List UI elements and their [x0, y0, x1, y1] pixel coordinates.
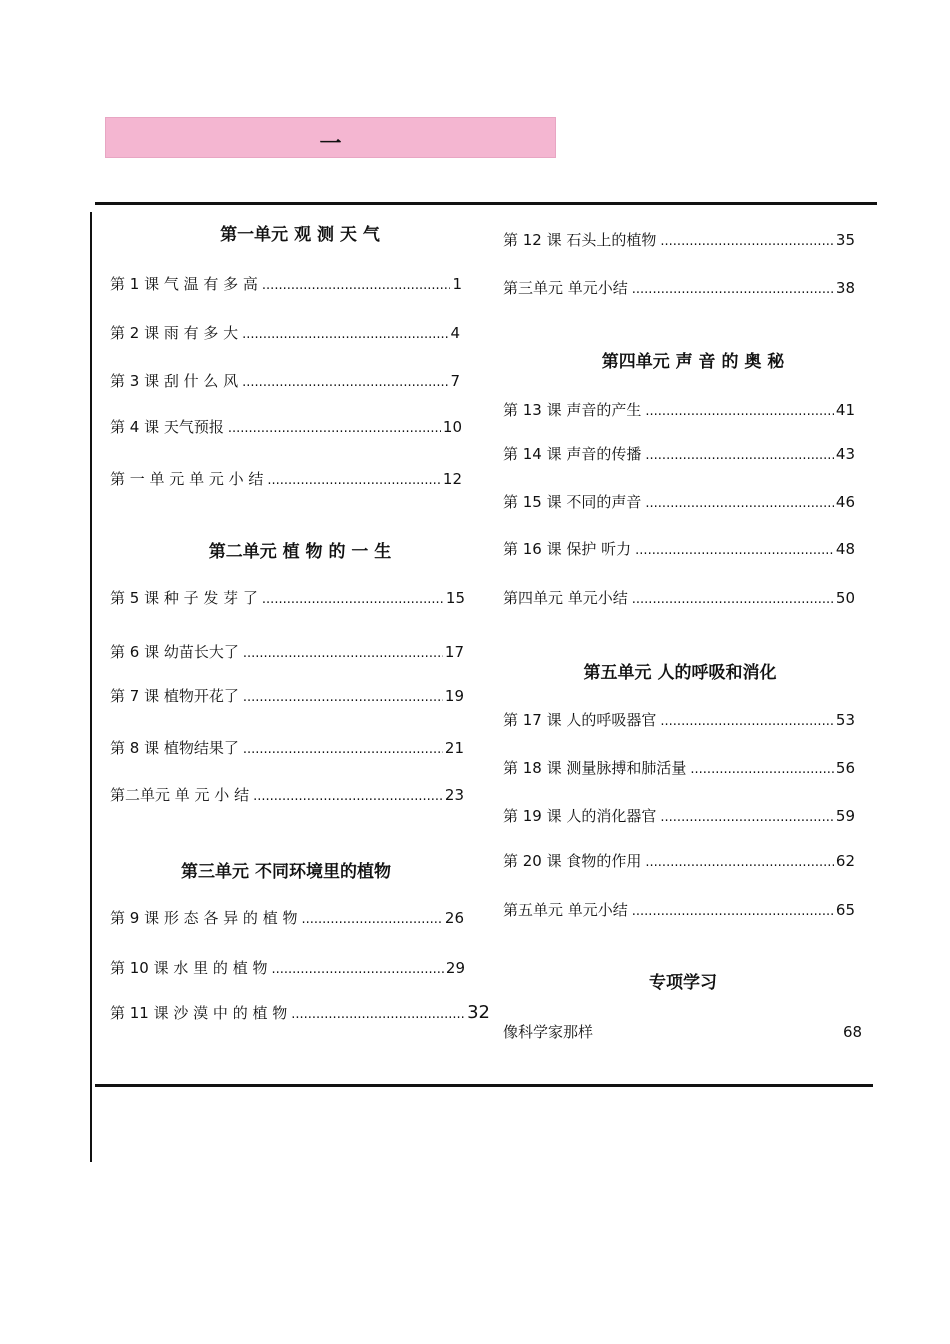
entry-page: 32: [467, 1002, 490, 1023]
toc-entry[interactable]: [110, 738, 464, 760]
toc-entry[interactable]: [503, 588, 855, 610]
entry-page: 4: [450, 324, 460, 342]
toc-entry[interactable]: [503, 278, 855, 300]
leader-dots: [271, 960, 443, 980]
toc-entry[interactable]: [110, 274, 462, 296]
unit4-title: 第四单元 声 音 的 奥 秘: [601, 352, 785, 372]
toc-entry[interactable]: [503, 492, 855, 514]
toc-entry[interactable]: [110, 908, 464, 930]
entry-label: 第 12 课 石头上的植物: [503, 231, 657, 249]
entry-label: 第 17 课 人的呼吸器官: [503, 711, 657, 729]
leader-dots: [632, 280, 834, 300]
entry-page: 59: [835, 807, 855, 825]
leader-dots: [242, 373, 448, 393]
header-banner: [105, 117, 556, 158]
top-rule: [95, 202, 877, 205]
banner-title: 一: [319, 132, 342, 157]
unit2-title: 第二单元 植 物 的 一 生: [208, 542, 392, 562]
entry-label: 第二单元 单 元 小 结: [110, 786, 250, 804]
leader-dots: [253, 787, 443, 807]
unit5-title: 第五单元 人的呼吸和消化: [583, 663, 777, 683]
entry-label: 第 1 课 气 温 有 多 高: [110, 275, 258, 293]
entry-label: 第 2 课 雨 有 多 大: [110, 324, 239, 342]
entry-label: 第 6 课 幼苗长大了: [110, 643, 239, 661]
entry-page: 65: [835, 901, 855, 919]
entry-label: 第 19 课 人的消化器官: [503, 807, 657, 825]
entry-page: 41: [835, 401, 855, 419]
unit1-title: 第一单元 观 测 天 气: [220, 225, 380, 245]
entry-label: 第五单元 单元小结: [503, 901, 628, 919]
toc-entry[interactable]: [503, 806, 855, 828]
entry-page: 35: [835, 231, 855, 249]
entry-page: 7: [450, 372, 460, 390]
leader-dots: [645, 494, 834, 514]
entry-label: 第 18 课 测量脉搏和肺活量: [503, 759, 687, 777]
entry-label: 第 7 课 植物开花了: [110, 687, 239, 705]
entry-page: 19: [444, 687, 464, 705]
bottom-rule: [95, 1084, 873, 1087]
entry-label: 第 16 课 保护 听力: [503, 540, 632, 558]
entry-label: 第 14 课 声音的传播: [503, 445, 642, 463]
toc-entry[interactable]: [110, 642, 464, 664]
toc-entry[interactable]: [110, 417, 462, 439]
leader-dots: [243, 688, 443, 708]
entry-page: 38: [835, 279, 855, 297]
leader-dots: [660, 232, 834, 252]
entry-label: 第 一 单 元 单 元 小 结: [110, 470, 264, 488]
entry-page: 23: [444, 786, 464, 804]
entry-label: 第 15 课 不同的声音: [503, 493, 642, 511]
unit3-title: 第三单元 不同环境里的植物: [181, 862, 391, 882]
leader-dots: [645, 446, 834, 466]
toc-entry[interactable]: [110, 323, 460, 345]
entry-page: 29: [445, 959, 465, 977]
toc-entry[interactable]: [110, 785, 464, 807]
entry-page: 17: [444, 643, 464, 661]
toc-entry[interactable]: [503, 900, 855, 922]
leader-dots: [635, 541, 834, 561]
entry-label: 第 13 课 声音的产生: [503, 401, 642, 419]
leader-dots: [660, 712, 834, 732]
toc-entry[interactable]: [110, 469, 462, 491]
toc-entry[interactable]: [110, 958, 465, 980]
toc-entry[interactable]: [110, 588, 465, 610]
entry-page: 48: [835, 540, 855, 558]
toc-entry[interactable]: [503, 539, 855, 561]
toc-entry[interactable]: [503, 400, 855, 422]
leader-dots: [660, 808, 834, 828]
entry-page: 26: [444, 909, 464, 927]
entry-label: 第 20 课 食物的作用: [503, 852, 642, 870]
toc-entry[interactable]: [110, 686, 464, 708]
leader-dots: [690, 760, 834, 780]
special-item-label[interactable]: 像科学家那样: [503, 1023, 594, 1041]
toc-entry[interactable]: [503, 230, 855, 252]
entry-page: 10: [442, 418, 462, 436]
special-item-page: 68: [843, 1023, 863, 1041]
leader-dots: [645, 402, 834, 422]
left-rule: [90, 212, 92, 1162]
entry-label: 第 4 课 天气预报: [110, 418, 224, 436]
leader-dots: [632, 590, 834, 610]
leader-dots: [243, 644, 443, 664]
leader-dots: [645, 853, 834, 873]
entry-page: 12: [442, 470, 462, 488]
toc-entry[interactable]: [110, 1003, 490, 1025]
entry-label: 第 8 课 植物结果了: [110, 739, 239, 757]
entry-page: 1: [452, 275, 462, 293]
entry-label: 第 5 课 种 子 发 芽 了: [110, 589, 258, 607]
leader-dots: [291, 1005, 465, 1025]
special-study-title: 专项学习: [649, 973, 717, 993]
entry-page: 53: [835, 711, 855, 729]
entry-page: 56: [835, 759, 855, 777]
toc-entry[interactable]: [503, 758, 855, 780]
entry-page: 43: [835, 445, 855, 463]
leader-dots: [242, 325, 448, 345]
entry-label: 第 3 课 刮 什 么 风: [110, 372, 239, 390]
entry-label: 第 10 课 水 里 的 植 物: [110, 959, 268, 977]
leader-dots: [301, 910, 442, 930]
entry-label: 第 9 课 形 态 各 异 的 植 物: [110, 909, 298, 927]
entry-page: 15: [445, 589, 465, 607]
leader-dots: [267, 471, 441, 491]
leader-dots: [228, 419, 441, 439]
entry-label: 第 11 课 沙 漠 中 的 植 物: [110, 1004, 288, 1022]
entry-page: 46: [835, 493, 855, 511]
entry-page: 50: [835, 589, 855, 607]
leader-dots: [632, 902, 834, 922]
toc-entry[interactable]: [503, 444, 855, 466]
toc-entry[interactable]: [110, 371, 460, 393]
leader-dots: [262, 276, 451, 296]
leader-dots: [243, 740, 443, 760]
entry-label: 第三单元 单元小结: [503, 279, 628, 297]
toc-entry[interactable]: [503, 710, 855, 732]
entry-page: 62: [835, 852, 855, 870]
leader-dots: [262, 590, 444, 610]
entry-label: 第四单元 单元小结: [503, 589, 628, 607]
toc-entry[interactable]: [503, 851, 855, 873]
entry-page: 21: [444, 739, 464, 757]
